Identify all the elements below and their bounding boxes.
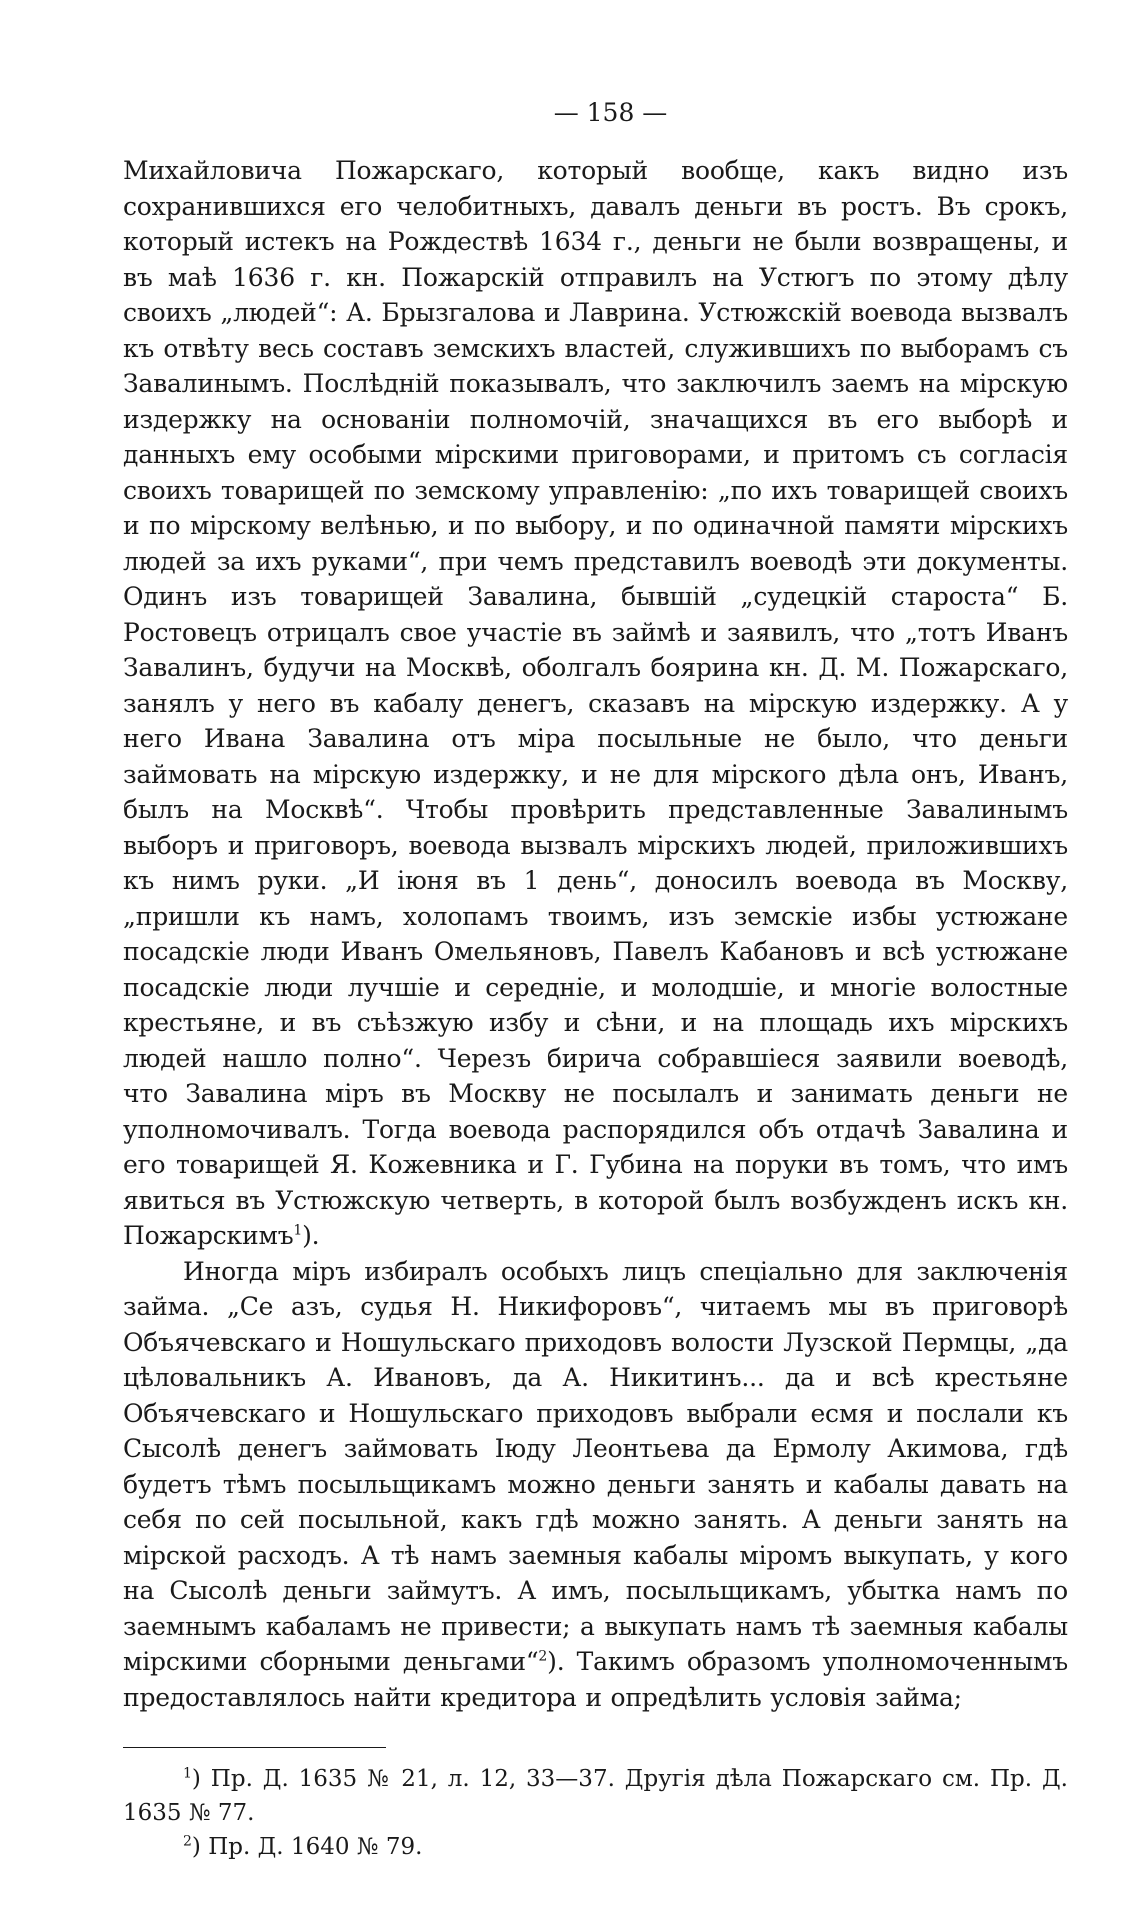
paragraph-1-tail: ). — [302, 1221, 320, 1250]
footnote-ref-2: 2 — [538, 1648, 548, 1665]
footnote-1 — [123, 1762, 1068, 1830]
footnote-2-mark: 2 — [183, 1833, 192, 1850]
page-number: — 158 — — [553, 98, 668, 127]
footnote-ref-1: 1 — [293, 1222, 303, 1239]
paragraph-1 — [123, 153, 1068, 1254]
paragraph-2-text: Иногда міръ избиралъ особыхъ лицъ спеціально для заключенія займа. „Се азъ, судья Н. Никифоровъ“, читаемъ мы въ приговорѣ Объячевскаго и Ношульскаго приходовъ волости Лузской Пермцы, „да цѣловальникъ А. Ивановъ, да А. Никитинъ... да и всѣ крестьяне Объячевскаго и Ношульскаго приходовъ выбрали есмя и послали къ Сысолѣ денегъ займовать Іюду Леонтьева да Ермолу Акимова, гдѣ будетъ тѣмъ посыльщикамъ можно деньги занять и кабалы давать на себя по сей посыльной, какъ гдѣ можно занять. А деньги занять на мірской расходъ. А тѣ намъ заемныя кабалы міромъ выкупать, у кого на Сысолѣ деньги займутъ. А имъ, посыльщикамъ, убытка намъ по заемнымъ кабаламъ не привести; а выкупать намъ тѣ заемныя кабалы мірскими сборными деньгами“ — [123, 1256, 1068, 1676]
paragraph-2 — [123, 1254, 1068, 1716]
paragraph-1-text: Михайловича Пожарскаго, который вообще, какъ видно изъ сохранившихся его челобитныхъ, давалъ деньги въ ростъ. Въ срокъ, который истекъ на Рождествѣ 1634 г., деньги не были возвращены, и въ маѣ 1636 г. кн. Пожарскій отправилъ на Устюгъ по этому дѣлу своихъ „людей“: А. Брызгалова и Лаврина. Устюжскій воевода вызвалъ къ отвѣту весь составъ земскихъ властей, служившихъ по выборамъ съ Завалинымъ. Послѣдній показывалъ, что заключилъ заемъ на мірскую издержку на основаніи полномочій, значащихся въ его выборѣ и данныхъ ему особыми мірскими приговорами, и притомъ съ согласія своихъ товарищей по земскому управленію: „по ихъ товарищей своихъ и по мірскому велѣнью, и по выбору, и по одиначной памяти мірскихъ людей за ихъ руками“, при чемъ представилъ воеводѣ эти документы. Одинъ изъ товарищей Завалина, бывшій „судецкій староста“ Б. Ростовецъ отрицалъ свое участіе въ займѣ и заявилъ, что „тотъ Иванъ Завалинъ, будучи на Москвѣ, оболгалъ боярина кн. Д. М. Пожарскаго, занялъ у него въ кабалу денегъ, сказавъ на мірскую издержку. А у него Ивана Завалина отъ міра посыльные не было, что деньги займовать на мірскую издержку, и не для мірского дѣла онъ, Иванъ, былъ на Москвѣ“. Чтобы провѣрить представленные Завалинымъ выборъ и приговоръ, воевода вызвалъ мірскихъ людей, приложившихъ къ нимъ руки. „И іюня въ 1 день“, доносилъ воевода въ Москву, „пришли къ намъ, холопамъ твоимъ, изъ земскіе избы устюжане посадскіе люди Иванъ Омельяновъ, Павелъ Кабановъ и всѣ устюжане посадскіе люди лучшіе и середніе, и молодшіе, и многіе волостные крестьяне, и въ съѣзжую избу и сѣни, и на площадь ихъ мірскихъ людей нашло полно“. Черезъ бирича собравшіеся заявили воеводѣ, что Завалина міръ въ Москву не посылалъ и занимать деньги не уполномочивалъ. Тогда воевода распорядился объ отдачѣ Завалина и его товарищей Я. Кожевника и Г. Губина на поруки въ томъ, что имъ явиться въ Устюжскую четверть, в которой былъ возбужденъ искъ кн. Пожарскимъ — [123, 156, 1068, 1250]
footnote-1-mark: 1 — [183, 1765, 192, 1782]
footnote-1-text: ) Пр. Д. 1635 № 21, л. 12, 33—37. Другія дѣла Пожарскаго см. Пр. Д. 1635 № 77. — [123, 1766, 1068, 1826]
book-page — [123, 98, 1068, 1864]
paragraph-2-tail: ). Такимъ образомъ уполномоченнымъ предоставлялось найти кредитора и опредѣлить условія займа; — [123, 1647, 1068, 1712]
footnote-2 — [123, 1830, 1068, 1864]
footnote-2-text: ) Пр. Д. 1640 № 79. — [191, 1834, 423, 1860]
footnote-divider — [123, 1747, 386, 1748]
